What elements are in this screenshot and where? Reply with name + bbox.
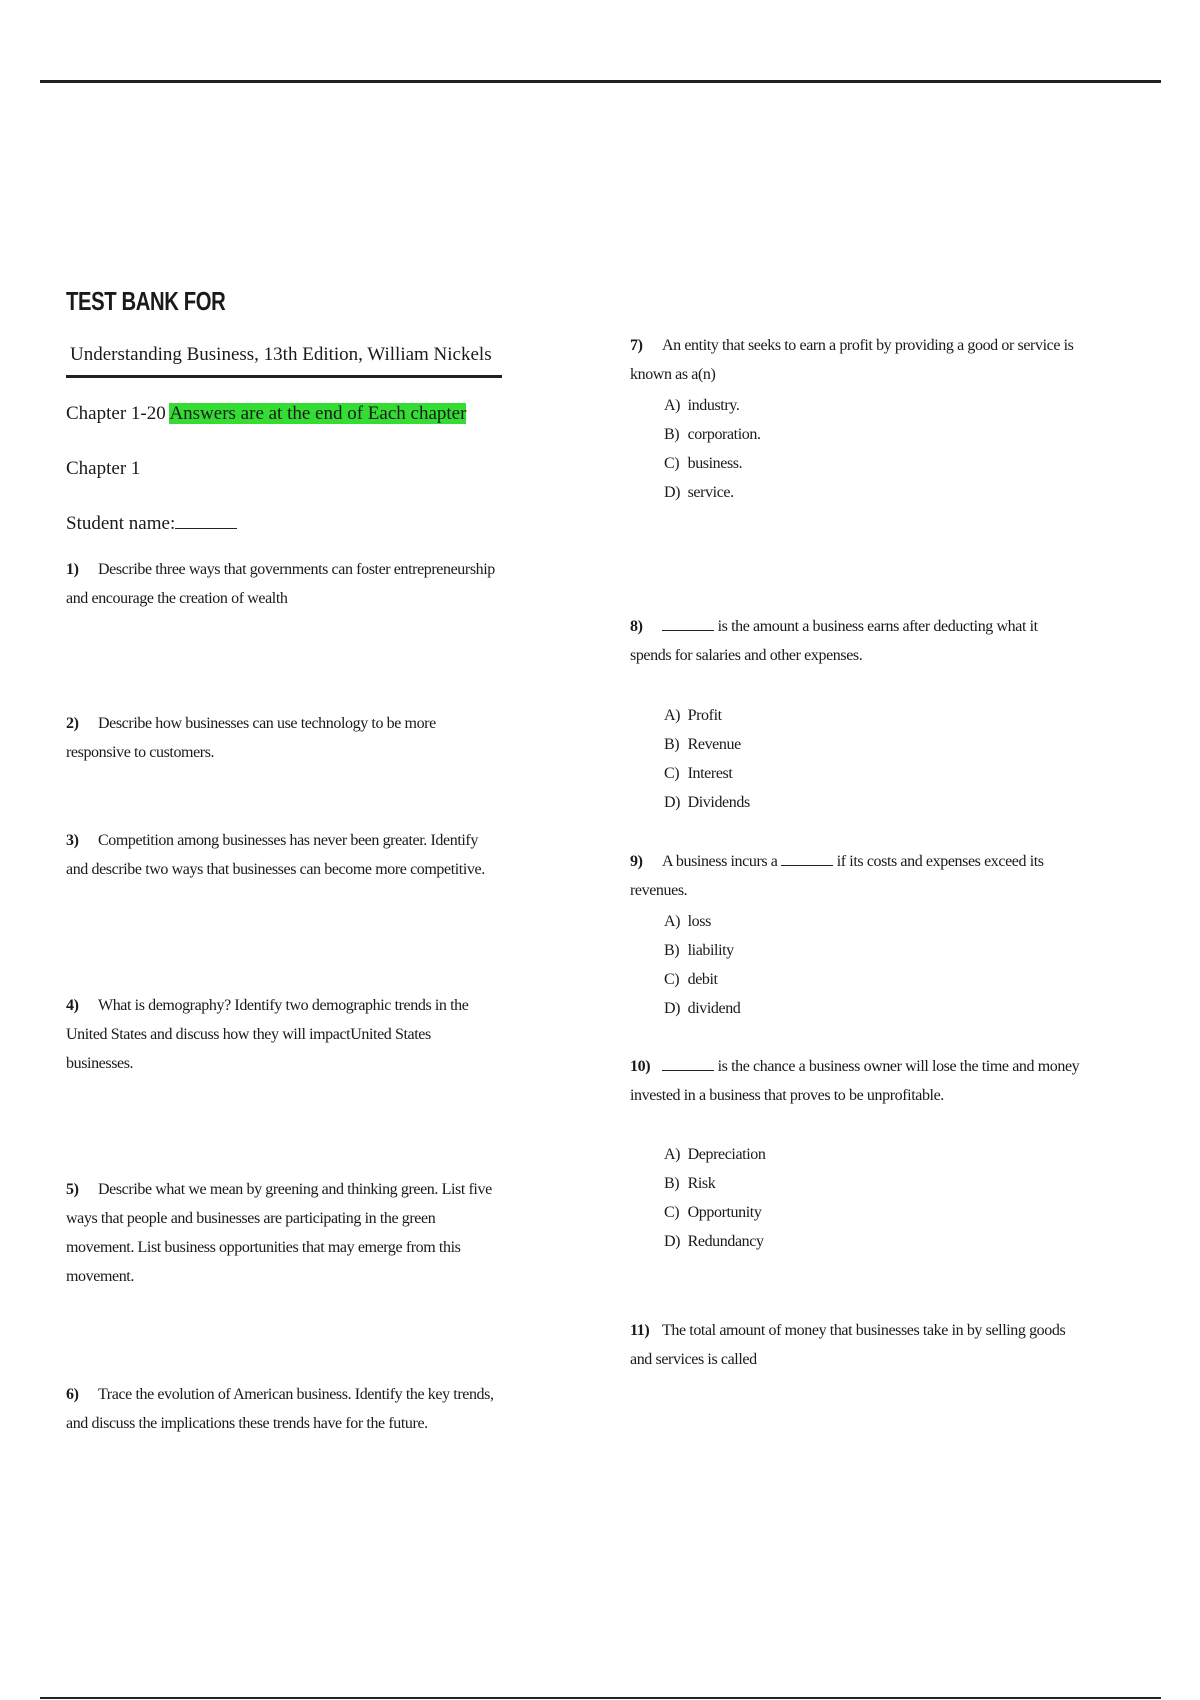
question-number: 5) bbox=[66, 1181, 79, 1198]
question-text: Describe what we mean by greening and thinking green. List five ways that people and businesses are participating in the green movement. List business opportunities that may emerge from this movement. bbox=[66, 1181, 492, 1285]
option bbox=[664, 936, 740, 965]
question-number: 3) bbox=[66, 832, 79, 849]
option bbox=[664, 1169, 765, 1198]
option-letter: D) bbox=[664, 484, 681, 501]
option-letter: C) bbox=[664, 455, 680, 472]
option bbox=[664, 420, 761, 449]
option-text: Opportunity bbox=[687, 1204, 762, 1221]
document-title: TEST BANK FOR bbox=[66, 286, 226, 316]
option-letter: B) bbox=[664, 942, 680, 959]
option-text: liability bbox=[687, 942, 734, 959]
question-number: 7) bbox=[630, 337, 643, 354]
student-name-label: Student name: bbox=[66, 513, 176, 534]
option bbox=[664, 907, 740, 936]
option bbox=[664, 1198, 765, 1227]
option-letter: A) bbox=[664, 707, 681, 724]
chapters-prefix: Chapter 1-20 bbox=[66, 403, 166, 424]
option bbox=[664, 1227, 765, 1256]
option bbox=[664, 478, 761, 507]
question-6 bbox=[66, 1380, 496, 1438]
answers-note-highlight: Answers are at the end of Each chapter bbox=[169, 403, 467, 424]
option-letter: C) bbox=[664, 765, 680, 782]
student-name-field bbox=[66, 510, 237, 535]
option bbox=[664, 701, 750, 730]
question-8 bbox=[630, 612, 1080, 670]
option-text: Redundancy bbox=[687, 1233, 764, 1250]
option-text: corporation. bbox=[687, 426, 761, 443]
book-title: Understanding Business, 13th Edition, William Nickels bbox=[66, 344, 502, 378]
question-10 bbox=[630, 1052, 1080, 1110]
question-text: An entity that seeks to earn a profit by providing a good or service is known as a(n) bbox=[630, 337, 1074, 383]
question-text-after: if its costs and expenses exceed its revenues. bbox=[630, 853, 1044, 899]
question-text: Describe three ways that governments can foster entrepreneurship and encourage the creation of wealth bbox=[66, 561, 495, 607]
chapters-line bbox=[66, 403, 466, 425]
option-text: loss bbox=[687, 913, 711, 930]
question-text: is the chance a business owner will lose the time and money invested in a business that proves to be unprofitable. bbox=[630, 1058, 1080, 1104]
option-text: Revenue bbox=[687, 736, 741, 753]
top-rule bbox=[40, 80, 1161, 83]
question-number: 4) bbox=[66, 997, 79, 1014]
option-text: industry. bbox=[687, 397, 740, 414]
option bbox=[664, 965, 740, 994]
option-letter: D) bbox=[664, 1233, 681, 1250]
question-number: 6) bbox=[66, 1386, 79, 1403]
option-letter: B) bbox=[664, 1175, 680, 1192]
option-letter: B) bbox=[664, 736, 680, 753]
option-letter: A) bbox=[664, 1146, 681, 1163]
question-2 bbox=[66, 709, 496, 767]
question-3 bbox=[66, 826, 496, 884]
question-text-before: A business incurs a bbox=[662, 853, 778, 870]
question-11 bbox=[630, 1316, 1080, 1374]
option-letter: D) bbox=[664, 1000, 681, 1017]
question-text: Trace the evolution of American business. Identify the key trends, and discuss the implications these trends have for the future. bbox=[66, 1386, 494, 1432]
question-8-options bbox=[664, 701, 750, 817]
question-7-options bbox=[664, 391, 761, 507]
option-text: Risk bbox=[687, 1175, 716, 1192]
question-9-options bbox=[664, 907, 740, 1023]
option-text: debit bbox=[687, 971, 718, 988]
option-text: service. bbox=[687, 484, 734, 501]
question-text: What is demography? Identify two demographic trends in the United States and discuss how they will impactUnited States businesses. bbox=[66, 997, 469, 1072]
question-number: 9) bbox=[630, 853, 643, 870]
option-text: Profit bbox=[687, 707, 722, 724]
fill-in-blank bbox=[781, 851, 833, 866]
question-number: 1) bbox=[66, 561, 79, 578]
option bbox=[664, 391, 761, 420]
option-letter: C) bbox=[664, 1204, 680, 1221]
question-5 bbox=[66, 1175, 496, 1291]
question-text: is the amount a business earns after deducting what it spends for salaries and other expenses. bbox=[630, 618, 1038, 664]
option bbox=[664, 788, 750, 817]
option-letter: B) bbox=[664, 426, 680, 443]
option bbox=[664, 1140, 765, 1169]
option-text: business. bbox=[687, 455, 743, 472]
question-text: Competition among businesses has never been greater. Identify and describe two ways that businesses can become more competitive. bbox=[66, 832, 485, 878]
option-text: Depreciation bbox=[687, 1146, 766, 1163]
option bbox=[664, 759, 750, 788]
option-text: dividend bbox=[687, 1000, 741, 1017]
option-letter: A) bbox=[664, 913, 681, 930]
question-number: 2) bbox=[66, 715, 79, 732]
question-number: 10) bbox=[630, 1058, 651, 1075]
chapter-heading: Chapter 1 bbox=[66, 458, 141, 479]
option-letter: C) bbox=[664, 971, 680, 988]
question-7 bbox=[630, 331, 1080, 389]
question-9 bbox=[630, 847, 1080, 905]
option-letter: A) bbox=[664, 397, 681, 414]
bottom-rule bbox=[40, 1697, 1161, 1699]
fill-in-blank bbox=[662, 1056, 714, 1071]
question-text: The total amount of money that businesses take in by selling goods and services is called bbox=[630, 1322, 1066, 1368]
option bbox=[664, 730, 750, 759]
student-name-blank bbox=[175, 510, 237, 529]
option-text: Dividends bbox=[687, 794, 750, 811]
question-4 bbox=[66, 991, 496, 1078]
fill-in-blank bbox=[662, 616, 714, 631]
question-text: Describe how businesses can use technology to be more responsive to customers. bbox=[66, 715, 436, 761]
option bbox=[664, 994, 740, 1023]
option-letter: D) bbox=[664, 794, 681, 811]
option-text: Interest bbox=[687, 765, 733, 782]
question-number: 8) bbox=[630, 618, 643, 635]
option bbox=[664, 449, 761, 478]
question-number: 11) bbox=[630, 1322, 650, 1339]
question-1 bbox=[66, 555, 496, 613]
question-10-options bbox=[664, 1140, 765, 1256]
